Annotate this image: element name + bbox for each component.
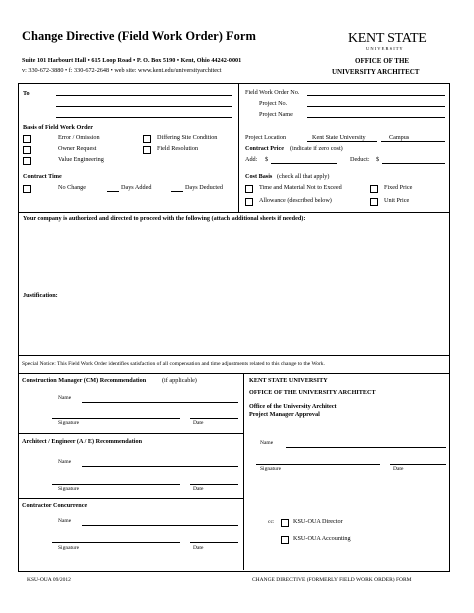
cm-signature-label: Signature — [58, 420, 80, 426]
university-logo-sub: U N I V E R S I T Y — [366, 46, 403, 51]
basis-title: Basis of Field Work Order — [23, 124, 94, 131]
office-title-line2: UNIVERSITY ARCHITECT — [332, 68, 420, 76]
contractor-signature-input[interactable] — [52, 542, 180, 543]
cc-label: cc: — [268, 519, 275, 525]
cost-option-label: Unit Price — [384, 197, 410, 204]
add-amount-input[interactable] — [271, 163, 337, 164]
office-name: OFFICE OF THE UNIVERSITY ARCHITECT — [249, 389, 376, 396]
cost-option-label: Time and Material Not to Exceed — [259, 184, 342, 191]
cm-date-label: Date — [193, 420, 204, 426]
no-change-label: No Change — [58, 184, 87, 191]
justification-area[interactable] — [20, 302, 446, 352]
deduct-amount-input[interactable] — [382, 163, 445, 164]
basis-option-label: Differing Site Condition — [157, 134, 218, 141]
project-name-input[interactable] — [307, 117, 445, 118]
signature-divider — [243, 374, 244, 570]
cc-option-label: KSU-OUA Accounting — [293, 535, 351, 542]
office-title-line1: OFFICE OF THE — [355, 57, 410, 65]
unit-price-checkbox[interactable] — [370, 198, 378, 206]
pm-name-input[interactable] — [286, 447, 446, 448]
cm-signature-input[interactable] — [52, 418, 180, 419]
contract-price-note: (indicate if zero cost) — [290, 145, 343, 152]
cm-date-input[interactable] — [190, 418, 238, 419]
days-deducted-label: Days Deducted — [185, 184, 223, 191]
error-omission-checkbox[interactable] — [23, 135, 31, 143]
ae-date-label: Date — [193, 486, 204, 492]
to-line-3[interactable] — [56, 117, 232, 118]
justification-label: Justification: — [23, 292, 58, 299]
form-name: CHANGE DIRECTIVE (FORMERLY FIELD WORK ORDER) FORM — [252, 577, 412, 583]
project-name-label: Project Name — [259, 111, 293, 118]
special-notice: Special Notice: This Field Work Order identifies satisfaction of all compensation and time adjustments related to this change to the Work. — [22, 361, 325, 367]
pm-signature-input[interactable] — [256, 464, 380, 465]
cc-option-label: KSU-OUA Director — [293, 518, 343, 525]
to-line-1[interactable] — [56, 95, 232, 96]
basis-option-label: Field Resolution — [157, 145, 199, 152]
section-divider — [19, 212, 449, 213]
ae-signature-label: Signature — [58, 486, 80, 492]
project-no-input[interactable] — [307, 106, 445, 107]
top-section-divider — [238, 84, 239, 212]
field-work-order-no-label: Field Work Order No. — [245, 89, 300, 96]
project-location-label: Project Location — [245, 134, 287, 141]
add-currency: $ — [265, 156, 269, 163]
fixed-price-checkbox[interactable] — [370, 185, 378, 193]
ae-title: Architect / Engineer (A / E) Recommendation — [22, 438, 143, 445]
campus-line[interactable] — [381, 141, 445, 142]
basis-option-label: Value Engineering — [58, 156, 104, 163]
contractor-title: Contractor Concurrence — [22, 502, 88, 509]
value-engineering-checkbox[interactable] — [23, 157, 31, 165]
authorization-text: Your company is authorized and directed to proceed with the following (attach additional sheets if needed): — [23, 215, 306, 222]
cost-basis-note: (check all that apply) — [277, 173, 330, 180]
contractor-name-input[interactable] — [82, 525, 238, 526]
cm-note: (if applicable) — [162, 377, 197, 384]
university-name: KENT STATE UNIVERSITY — [249, 377, 328, 384]
office-sub-1: Office of the University Architect — [249, 403, 337, 410]
project-location-line[interactable] — [307, 141, 377, 142]
owner-request-checkbox[interactable] — [23, 146, 31, 154]
allowance-checkbox[interactable] — [245, 198, 253, 206]
days-added-input[interactable] — [107, 191, 119, 192]
cc-accounting-checkbox[interactable] — [281, 536, 289, 544]
cm-title: Construction Manager (CM) Recommendation — [22, 377, 147, 384]
contractor-date-input[interactable] — [190, 542, 238, 543]
pm-date-input[interactable] — [390, 464, 446, 465]
no-change-checkbox[interactable] — [23, 185, 31, 193]
field-work-order-no-input[interactable] — [307, 95, 445, 96]
contractor-date-label: Date — [193, 545, 204, 551]
cost-option-label: Allowance (described below) — [259, 197, 332, 204]
office-contact: v: 330-672-3880 • f: 330-672-2648 • web site: www.kent.edu/universityarchitect — [22, 67, 222, 74]
deduct-currency: $ — [376, 156, 380, 163]
section-divider — [19, 373, 449, 374]
ae-signature-input[interactable] — [52, 484, 180, 485]
project-location-value: Kent State University — [312, 134, 366, 141]
ae-name-label: Name — [58, 459, 72, 465]
cm-name-input[interactable] — [82, 402, 238, 403]
days-added-label: Days Added — [121, 184, 152, 191]
pm-signature-label: Signature — [260, 466, 282, 472]
to-line-2[interactable] — [56, 106, 232, 107]
ae-date-input[interactable] — [190, 484, 238, 485]
time-material-checkbox[interactable] — [245, 185, 253, 193]
contractor-name-label: Name — [58, 518, 72, 524]
to-label: To — [23, 90, 30, 97]
add-label: Add: — [245, 156, 258, 163]
deduct-label: Deduct: — [350, 156, 370, 163]
office-sub-2: Project Manager Approval — [249, 411, 320, 418]
university-logo: KENT STATE — [348, 31, 427, 46]
office-address: Suite 101 Harbourt Hall • 615 Loop Road • P. O. Box 5190 • Kent, Ohio 44242-0001 — [22, 57, 242, 64]
pm-date-label: Date — [393, 466, 404, 472]
basis-option-label: Error / Omission — [58, 134, 100, 141]
pm-name-label: Name — [260, 440, 274, 446]
contract-price-title: Contract Price — [245, 145, 284, 152]
form-title: Change Directive (Field Work Order) Form — [22, 29, 256, 43]
field-resolution-checkbox[interactable] — [143, 146, 151, 154]
days-deducted-input[interactable] — [171, 191, 183, 192]
ae-name-input[interactable] — [82, 466, 238, 467]
work-description-area[interactable] — [20, 226, 446, 290]
campus-value: Campus — [389, 134, 410, 141]
cost-option-label: Fixed Price — [384, 184, 413, 191]
contractor-signature-label: Signature — [58, 545, 80, 551]
section-divider — [19, 498, 243, 499]
cm-name-label: Name — [58, 395, 72, 401]
cost-basis-title: Cost Basis — [245, 173, 273, 180]
section-divider — [19, 355, 449, 356]
contract-time-title: Contract Time — [23, 173, 62, 180]
project-no-label: Project No. — [259, 100, 288, 107]
differing-site-checkbox[interactable] — [143, 135, 151, 143]
section-divider — [19, 433, 243, 434]
cc-director-checkbox[interactable] — [281, 519, 289, 527]
form-id: KSU-OUA 09/2012 — [27, 577, 71, 583]
basis-option-label: Owner Request — [58, 145, 97, 152]
